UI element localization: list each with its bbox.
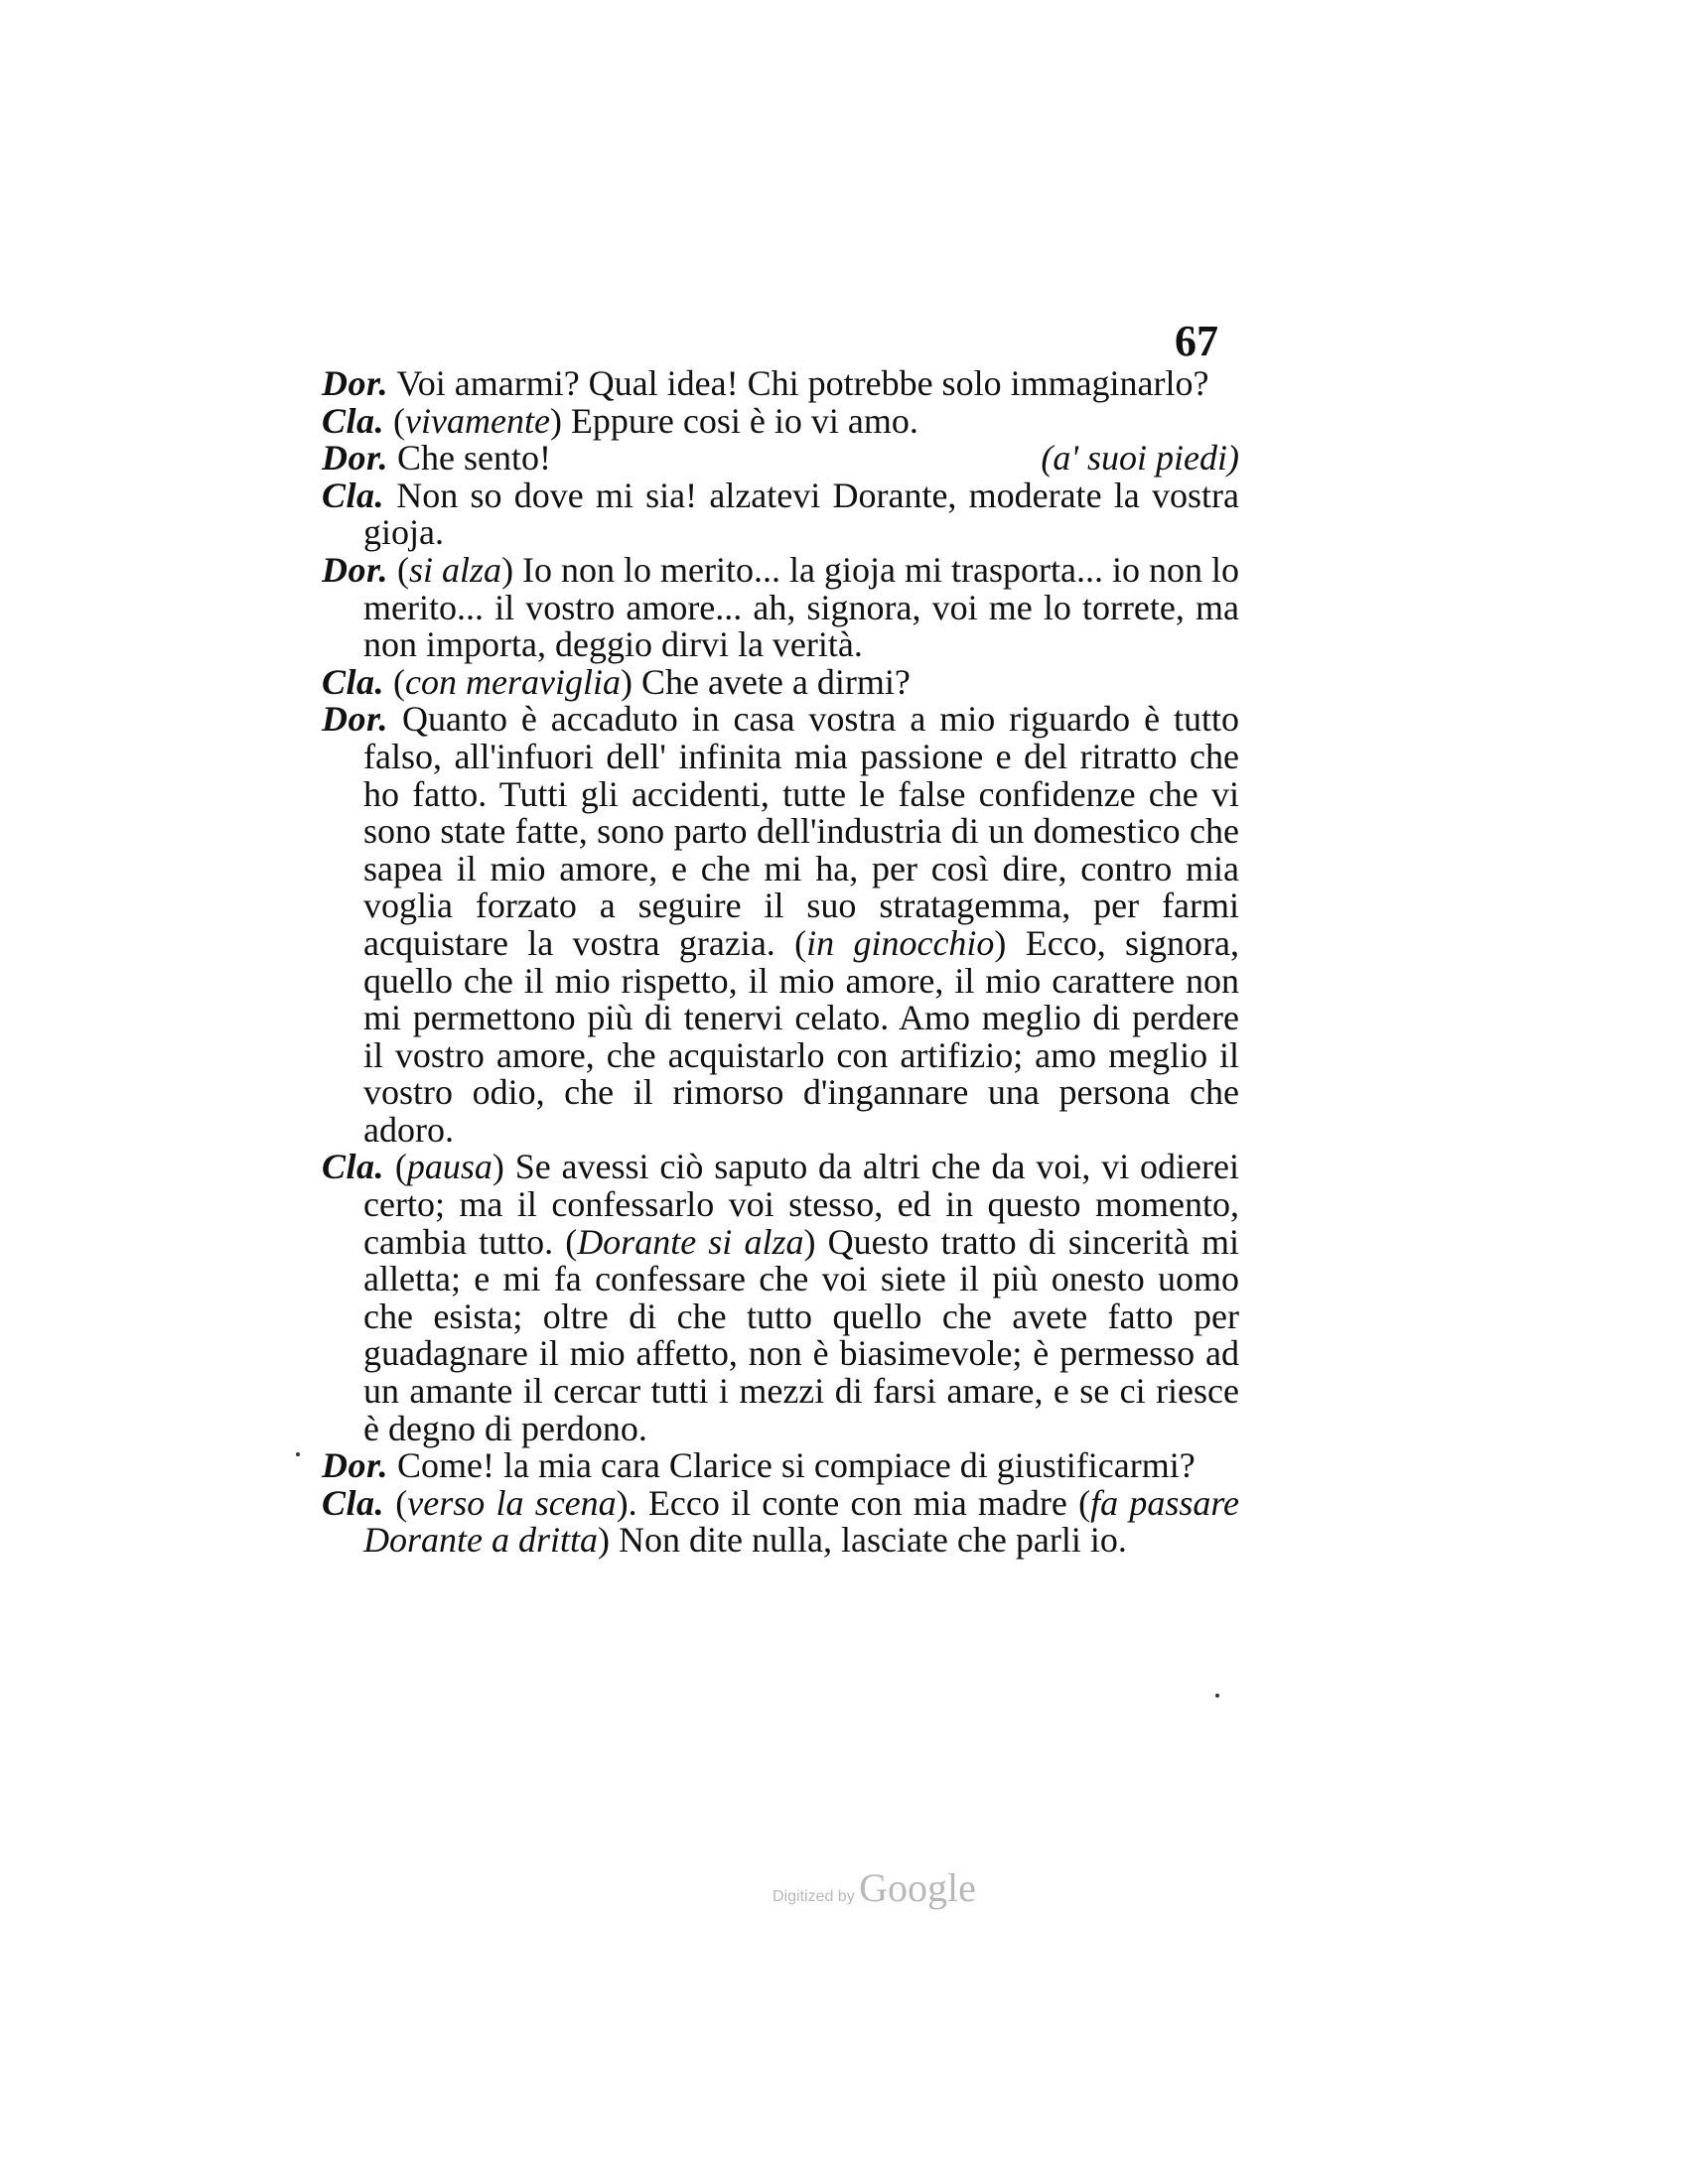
speech-text: ) Io non lo merito... la gioja mi trasporta... io non lo merito... il vostro amore... ah, signora, voi me lo torrete, ma non importa, deggio dirvi la verità. [363, 549, 1239, 665]
speaker-name: Dor. [322, 549, 389, 590]
speech-text: ( [384, 1482, 408, 1523]
speaker-name: Cla. [322, 1147, 385, 1187]
speech [322, 475, 1239, 553]
speech [322, 440, 1239, 478]
speech-text: ( [384, 1147, 407, 1187]
speech [322, 365, 1239, 403]
speech [322, 1482, 1239, 1561]
speaker-name: Cla. [322, 475, 385, 515]
speech [322, 400, 1239, 441]
speaker-name: Dor. [322, 699, 389, 740]
speaker-name: Dor. [322, 1445, 389, 1486]
speech-text: ( [388, 549, 410, 590]
speech [322, 1149, 1239, 1447]
digitized-watermark [773, 1864, 976, 1911]
speech-text: ) Se avessi ciò saputo da altri che da voi, vi odierei certo; ma il confessarlo voi stesso, ed in questo momento, cambia tutto. ( [363, 1147, 1239, 1262]
page-number: 67 [1175, 317, 1218, 365]
stage-direction: si alza [409, 549, 502, 590]
speech-text: ( [384, 400, 406, 441]
speech-text: ) Ecco, signora, quello che il mio rispetto, il mio amore, il mio carattere non mi permettono più di tenervi celato. Amo meglio di perdere il vostro amore, che acquistarlo con artifizio; amo meglio il vostro odio, che il rimorso d'ingannare una persona che adoro. [363, 922, 1239, 1150]
speech [322, 1447, 1239, 1485]
speaker-name: Dor. [322, 438, 389, 478]
speech-text: Che sento! [388, 438, 551, 478]
stage-direction: pausa [406, 1147, 492, 1187]
stage-direction: con meraviglia [405, 661, 621, 702]
watermark-prefix: Digitized by [773, 1888, 855, 1905]
speaker-name: Cla. [322, 1482, 385, 1523]
stage-direction: vivamente [405, 400, 550, 441]
speech [322, 661, 1239, 702]
speech-text: ) Che avete a dirmi? [620, 661, 911, 702]
speech [322, 549, 1239, 665]
ink-speck [296, 1452, 300, 1456]
speaker-name: Dor. [322, 363, 389, 403]
speech-text: Come! la mia cara Clarice si compiace di giustificarmi? [388, 1445, 1196, 1486]
speaker-name: Cla. [322, 661, 385, 702]
speech-text: ) Non dite nulla, lasciate che parli io. [598, 1520, 1127, 1561]
stage-direction: fa passare Dorante a dritta [363, 1482, 1239, 1561]
speech-text: ). Ecco il conte con mia madre ( [616, 1482, 1091, 1523]
speech-text: Quanto è accaduto in casa vostra a mio riguardo è tutto falso, all'infuori dell' infinita mia passione e del ritratto che ho fatto. Tutti gli accidenti, tutte le false confidenze che vi sono state fatte, sono parto dell'industria di un domestico che sapea il mio amore, e che mi ha, per così dire, contro mia voglia forzato a seguire il suo stratagemma, per farmi acquistare la vostra grazia. ( [363, 699, 1239, 963]
google-logo: Google [859, 1865, 976, 1910]
speech-text: ( [384, 661, 406, 702]
ink-speck [1215, 1694, 1219, 1698]
stage-direction: in ginocchio [806, 922, 995, 963]
speech-text: Non so dove mi sia! alzatevi Dorante, moderate la vostra gioja. [363, 475, 1239, 553]
speech-text: ) Questo tratto di sincerità mi alletta; e mi fa confessare che voi siete il più onesto uomo che esista; oltre di che tutto quello che avete fatto per guadagnare il mio affetto, non è biasimevole; è permesso ad un amante il cercar tutti i mezzi di farsi amare, e se ci riesce è degno di perdono. [363, 1221, 1239, 1448]
speaker-name: Cla. [322, 400, 385, 441]
stage-direction: verso la scena [407, 1482, 617, 1523]
speech-text: ) Eppure cosi è io vi amo. [549, 400, 918, 441]
stage-direction: (a' suoi piedi) [1041, 438, 1239, 478]
stage-direction: Dorante si alza [577, 1221, 804, 1262]
dialogue-text [322, 365, 1239, 1560]
speech-text: Voi amarmi? Qual idea! Chi potrebbe solo immaginarlo? [388, 363, 1209, 403]
speech [322, 701, 1239, 1149]
